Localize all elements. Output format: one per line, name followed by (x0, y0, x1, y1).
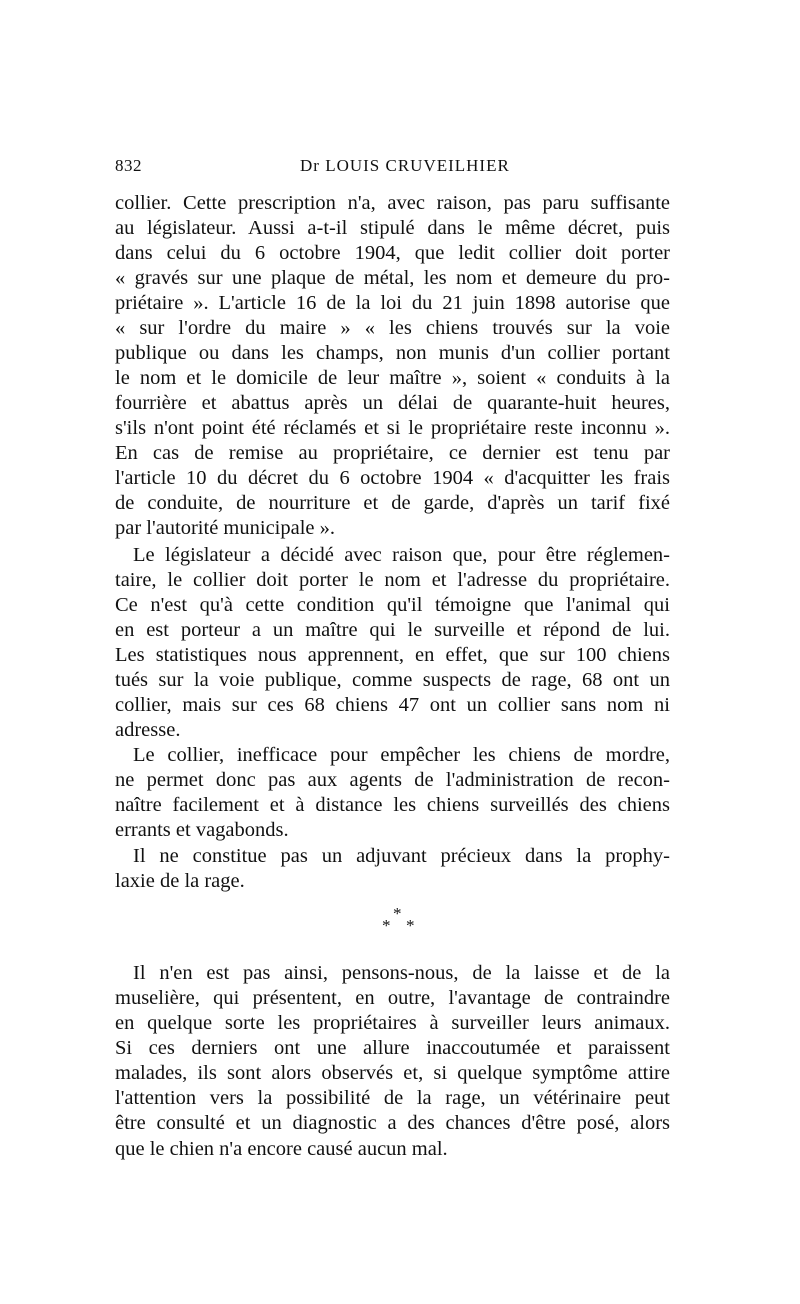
text-line: au législateur. Aussi a-t-il stipulé dans le même décret, puis (115, 217, 670, 239)
text-line: tués sur la voie publique, comme suspects de rage, 68 ont un (115, 669, 670, 691)
text-line: Il ne constitue pas un adjuvant précieux dans la prophy- (133, 845, 670, 867)
text-line: malades, ils sont alors observés et, si quelque symptôme attire (115, 1062, 670, 1084)
text-line: le nom et le domicile de leur maître », soient « conduits à la (115, 367, 670, 389)
text-line: muselière, qui présentent, en outre, l'avantage de contraindre (115, 987, 670, 1009)
text-line: dans celui du 6 octobre 1904, que ledit collier doit porter (115, 242, 670, 264)
text-line: ne permet donc pas aux agents de l'administration de recon- (115, 769, 670, 791)
text-line: l'article 10 du décret du 6 octobre 1904 « d'acquitter les frais (115, 467, 670, 489)
text-line: que le chien n'a encore causé aucun mal. (115, 1138, 448, 1160)
text-line: s'ils n'ont point été réclamés et si le propriétaire reste inconnu ». (115, 417, 670, 439)
text-line: par l'autorité municipale ». (115, 517, 336, 539)
page-number: 832 (115, 156, 142, 175)
text-line: priétaire ». L'article 16 de la loi du 21 juin 1898 autorise que (115, 292, 670, 314)
running-header (115, 156, 685, 182)
text-line: laxie de la rage. (115, 870, 245, 892)
text-line: fourrière et abattus après un délai de quarante-huit heures, (115, 392, 670, 414)
text-line: l'attention vers la possibilité de la rage, un vétérinaire peut (115, 1087, 670, 1109)
text-line: « sur l'ordre du maire » « les chiens trouvés sur la voie (115, 317, 670, 339)
text-line: errants et vagabonds. (115, 819, 289, 841)
text-line: en quelque sorte les propriétaires à surveiller leurs animaux. (115, 1012, 670, 1034)
text-line: Si ces derniers ont une allure inaccoutumée et paraissent (115, 1037, 670, 1059)
text-line: de conduite, de nourriture et de garde, d'après un tarif fixé (115, 492, 670, 514)
text-line: en est porteur a un maître qui le surveille et répond de lui. (115, 619, 670, 641)
text-line: Les statistiques nous apprennent, en effet, que sur 100 chiens (115, 644, 670, 666)
text-line: naître facilement et à distance les chiens surveillés des chiens (115, 794, 670, 816)
text-line: « gravés sur une plaque de métal, les nom et demeure du pro- (115, 267, 670, 289)
running-title: Dr LOUIS CRUVEILHIER (300, 156, 510, 175)
text-line: être consulté et un diagnostic a des chances d'être posé, alors (115, 1112, 670, 1134)
text-line: publique ou dans les champs, non munis d'un collier portant (115, 342, 670, 364)
text-line: taire, le collier doit porter le nom et l'adresse du propriétaire. (115, 569, 670, 591)
text-line: Ce n'est qu'à cette condition qu'il témoigne que l'animal qui (115, 594, 670, 616)
text-line: Le collier, inefficace pour empêcher les chiens de mordre, (133, 744, 670, 766)
text-line: En cas de remise au propriétaire, ce dernier est tenu par (115, 442, 670, 464)
text-line: Le législateur a décidé avec raison que, pour être réglemen- (133, 544, 670, 566)
text-line: collier. Cette prescription n'a, avec raison, pas paru suffisante (115, 192, 670, 214)
text-line: adresse. (115, 719, 181, 741)
asterisk-glyph: * (393, 904, 402, 923)
section-asterism (370, 904, 430, 938)
asterisk-glyph: * (406, 916, 415, 935)
text-line: Il n'en est pas ainsi, pensons-nous, de la laisse et de la (133, 962, 670, 984)
asterisk-glyph: * (382, 916, 391, 935)
text-line: collier, mais sur ces 68 chiens 47 ont un collier sans nom ni (115, 694, 670, 716)
